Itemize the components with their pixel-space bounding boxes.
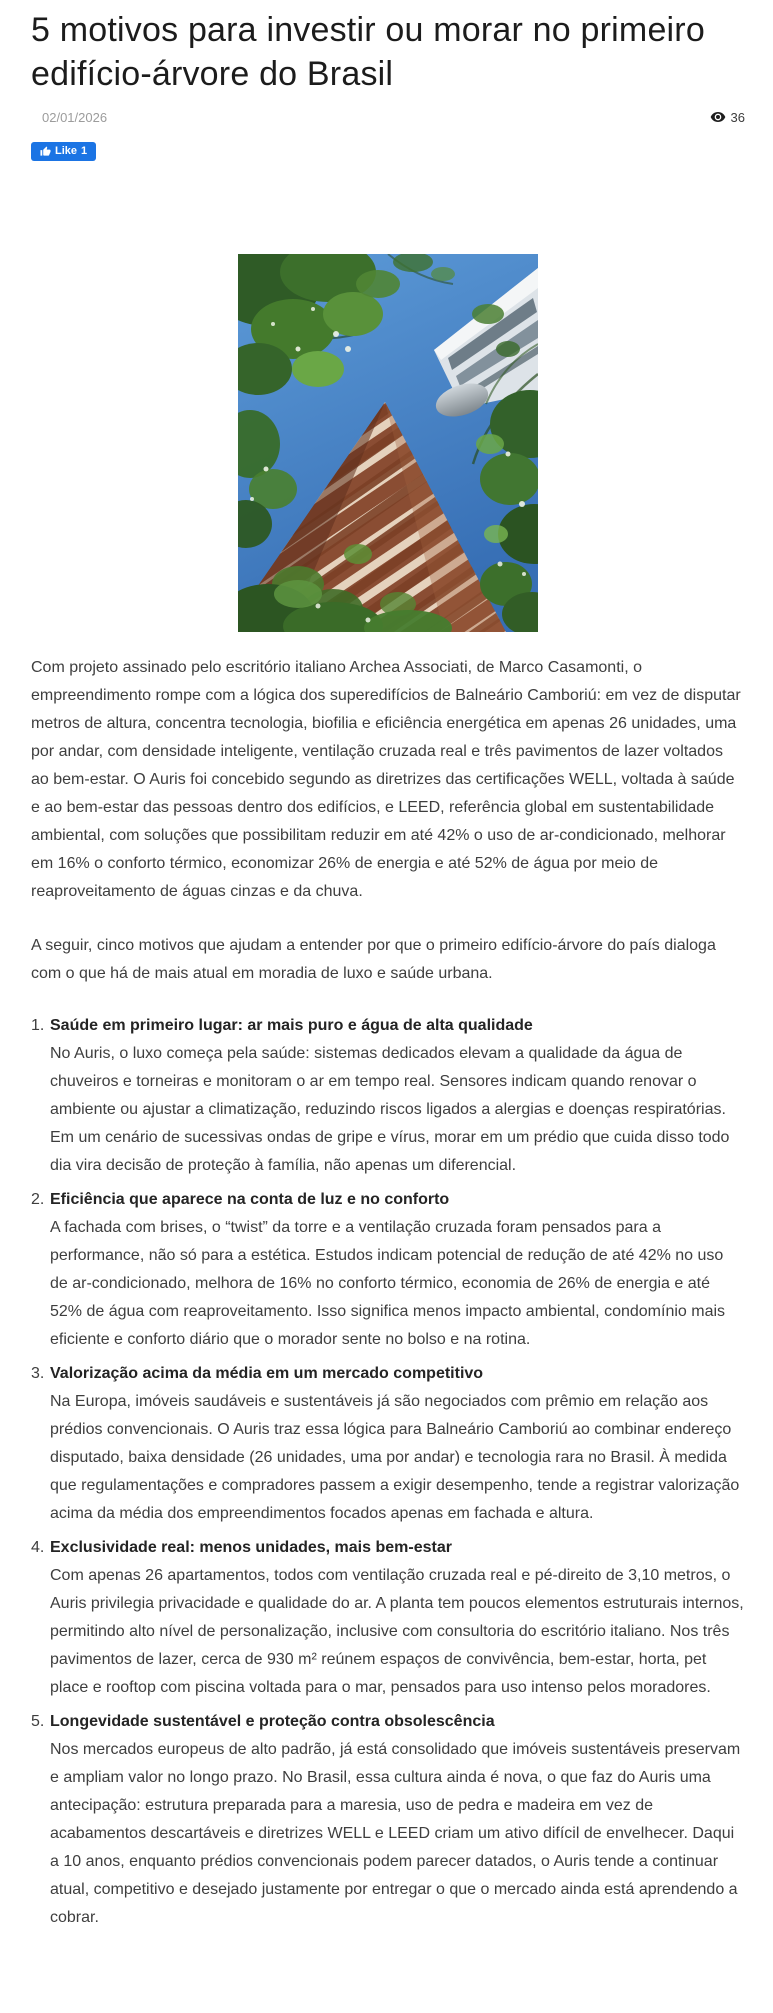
eye-icon bbox=[710, 109, 726, 125]
like-label: Like bbox=[55, 145, 78, 157]
meta-row bbox=[31, 109, 745, 125]
views-count: 36 bbox=[730, 109, 745, 125]
list-item-body: A fachada com brises, o “twist” da torre e a ventilação cruzada foram pensados para a performance, não só para a estética. Estudos indicam potencial de redução de até 42% no uso de ar-condicionado, melhora de 16% no conforto térmico, economia de 26% de energia e até 52% de água com reaproveitamento. Isso significa menos impacto ambiental, condomínio mais eficiente e conforto diário que o morador sente no bolso e na rotina. bbox=[50, 1219, 726, 1348]
list-item-number: 2. bbox=[31, 1191, 45, 1208]
hero-image bbox=[238, 254, 538, 632]
list-item-number: 3. bbox=[31, 1365, 45, 1382]
views-counter bbox=[710, 109, 745, 125]
like-count: 1 bbox=[81, 145, 88, 157]
list-item-number: 4. bbox=[31, 1539, 45, 1556]
lead-in-paragraph: A seguir, cinco motivos que ajudam a entender por que o primeiro edifício-árvore do país dialoga com o que há de mais atual em moradia de luxo e saúde urbana. bbox=[31, 937, 716, 982]
facebook-like-button[interactable] bbox=[31, 142, 96, 161]
list-item-number: 1. bbox=[31, 1017, 45, 1034]
list-item-body: No Auris, o luxo começa pela saúde: sistemas dedicados elevam a qualidade da água de chuveiros e torneiras e monitoram o ar em tempo real. Sensores indicam quando renovar o ambiente ou ajustar a climatização, reduzindo riscos ligados a alergias e doenças respiratórias. Em um cenário de sucessivas ondas de gripe e vírus, morar em um prédio que cuida disso todo dia vira decisão de proteção à família, não apenas um diferencial. bbox=[50, 1045, 730, 1174]
list-item bbox=[31, 1708, 745, 1932]
page-title: 5 motivos para investir ou morar no primeiro edifício-árvore do Brasil bbox=[31, 11, 705, 93]
list-item bbox=[31, 1360, 745, 1528]
list-item-heading: Saúde em primeiro lugar: ar mais puro e água de alta qualidade bbox=[50, 1017, 533, 1034]
list-item bbox=[31, 1534, 745, 1702]
publish-date: 02/01/2026 bbox=[42, 109, 108, 125]
list-item-heading: Eficiência que aparece na conta de luz e no conforto bbox=[50, 1191, 450, 1208]
list-item bbox=[31, 1186, 745, 1354]
list-item-number: 5. bbox=[31, 1713, 45, 1730]
list-item-body: Nos mercados europeus de alto padrão, já está consolidado que imóveis sustentáveis preservam e ampliam valor no longo prazo. No Brasil, essa cultura ainda é nova, o que faz do Auris uma antecipação: estrutura preparada para a maresia, uso de pedra e madeira em vez de acabamentos descartáveis e diretrizes WELL e LEED criam um ativo difícil de envelhecer. Daqui a 10 anos, enquanto prédios convencionais podem parecer datados, o Auris tende a continuar atual, competitivo e desejado justamente por entregar o que o mercado ainda está aprendendo a cobrar. bbox=[50, 1741, 741, 1926]
list-item bbox=[31, 1012, 745, 1180]
list-item-heading: Valorização acima da média em um mercado competitivo bbox=[50, 1365, 484, 1382]
list-item-body: Na Europa, imóveis saudáveis e sustentáveis já são negociados com prêmio em relação aos prédios convencionais. O Auris traz essa lógica para Balneário Camboriú ao combinar endereço disputado, baixa densidade (26 unidades, uma por andar) e tecnologia rara no Brasil. À medida que regulamentações e compradores passem a exigir desempenho, tende a registrar valorização acima da média dos empreendimentos focados apenas em fachada e altura. bbox=[50, 1393, 740, 1522]
reasons-list bbox=[31, 1012, 745, 1932]
list-item-body: Com apenas 26 apartamentos, todos com ventilação cruzada real e pé-direito de 3,10 metros, o Auris privilegia privacidade e qualidade do ar. A planta tem poucos elementos estruturais internos, permitindo alto nível de personalização, inclusive com consultoria do escritório italiano. Nos três pavimentos de lazer, cerca de 930 m² reúnem espaços de convivência, bem-estar, horta, pet place e rooftop com piscina voltada para o mar, pensados para uso intenso pelos moradores. bbox=[50, 1567, 744, 1696]
intro-paragraph: Com projeto assinado pelo escritório italiano Archea Associati, de Marco Casamonti, o empreendimento rompe com a lógica dos superedifícios de Balneário Camboriú: em vez de disputar metros de altura, concentra tecnologia, biofilia e eficiência energética em apenas 26 unidades, uma por andar, com densidade inteligente, ventilação cruzada real e três pavimentos de lazer voltados ao bem-estar. O Auris foi concebido segundo as diretrizes das certificações WELL, voltada à saúde e ao bem-estar das pessoas dentro dos edifícios, e LEED, referência global em sustentabilidade ambiental, com soluções que possibilitam reduzir em até 42% o uso de ar-condicionado, melhorar em 16% o conforto térmico, economizar 26% de energia e até 52% de água por meio de reaproveitamento de águas cinzas e da chuva. bbox=[31, 659, 741, 900]
list-item-heading: Longevidade sustentável e proteção contra obsolescência bbox=[50, 1713, 495, 1730]
list-item-heading: Exclusividade real: menos unidades, mais bem-estar bbox=[50, 1539, 452, 1556]
thumbs-up-icon bbox=[40, 146, 51, 157]
